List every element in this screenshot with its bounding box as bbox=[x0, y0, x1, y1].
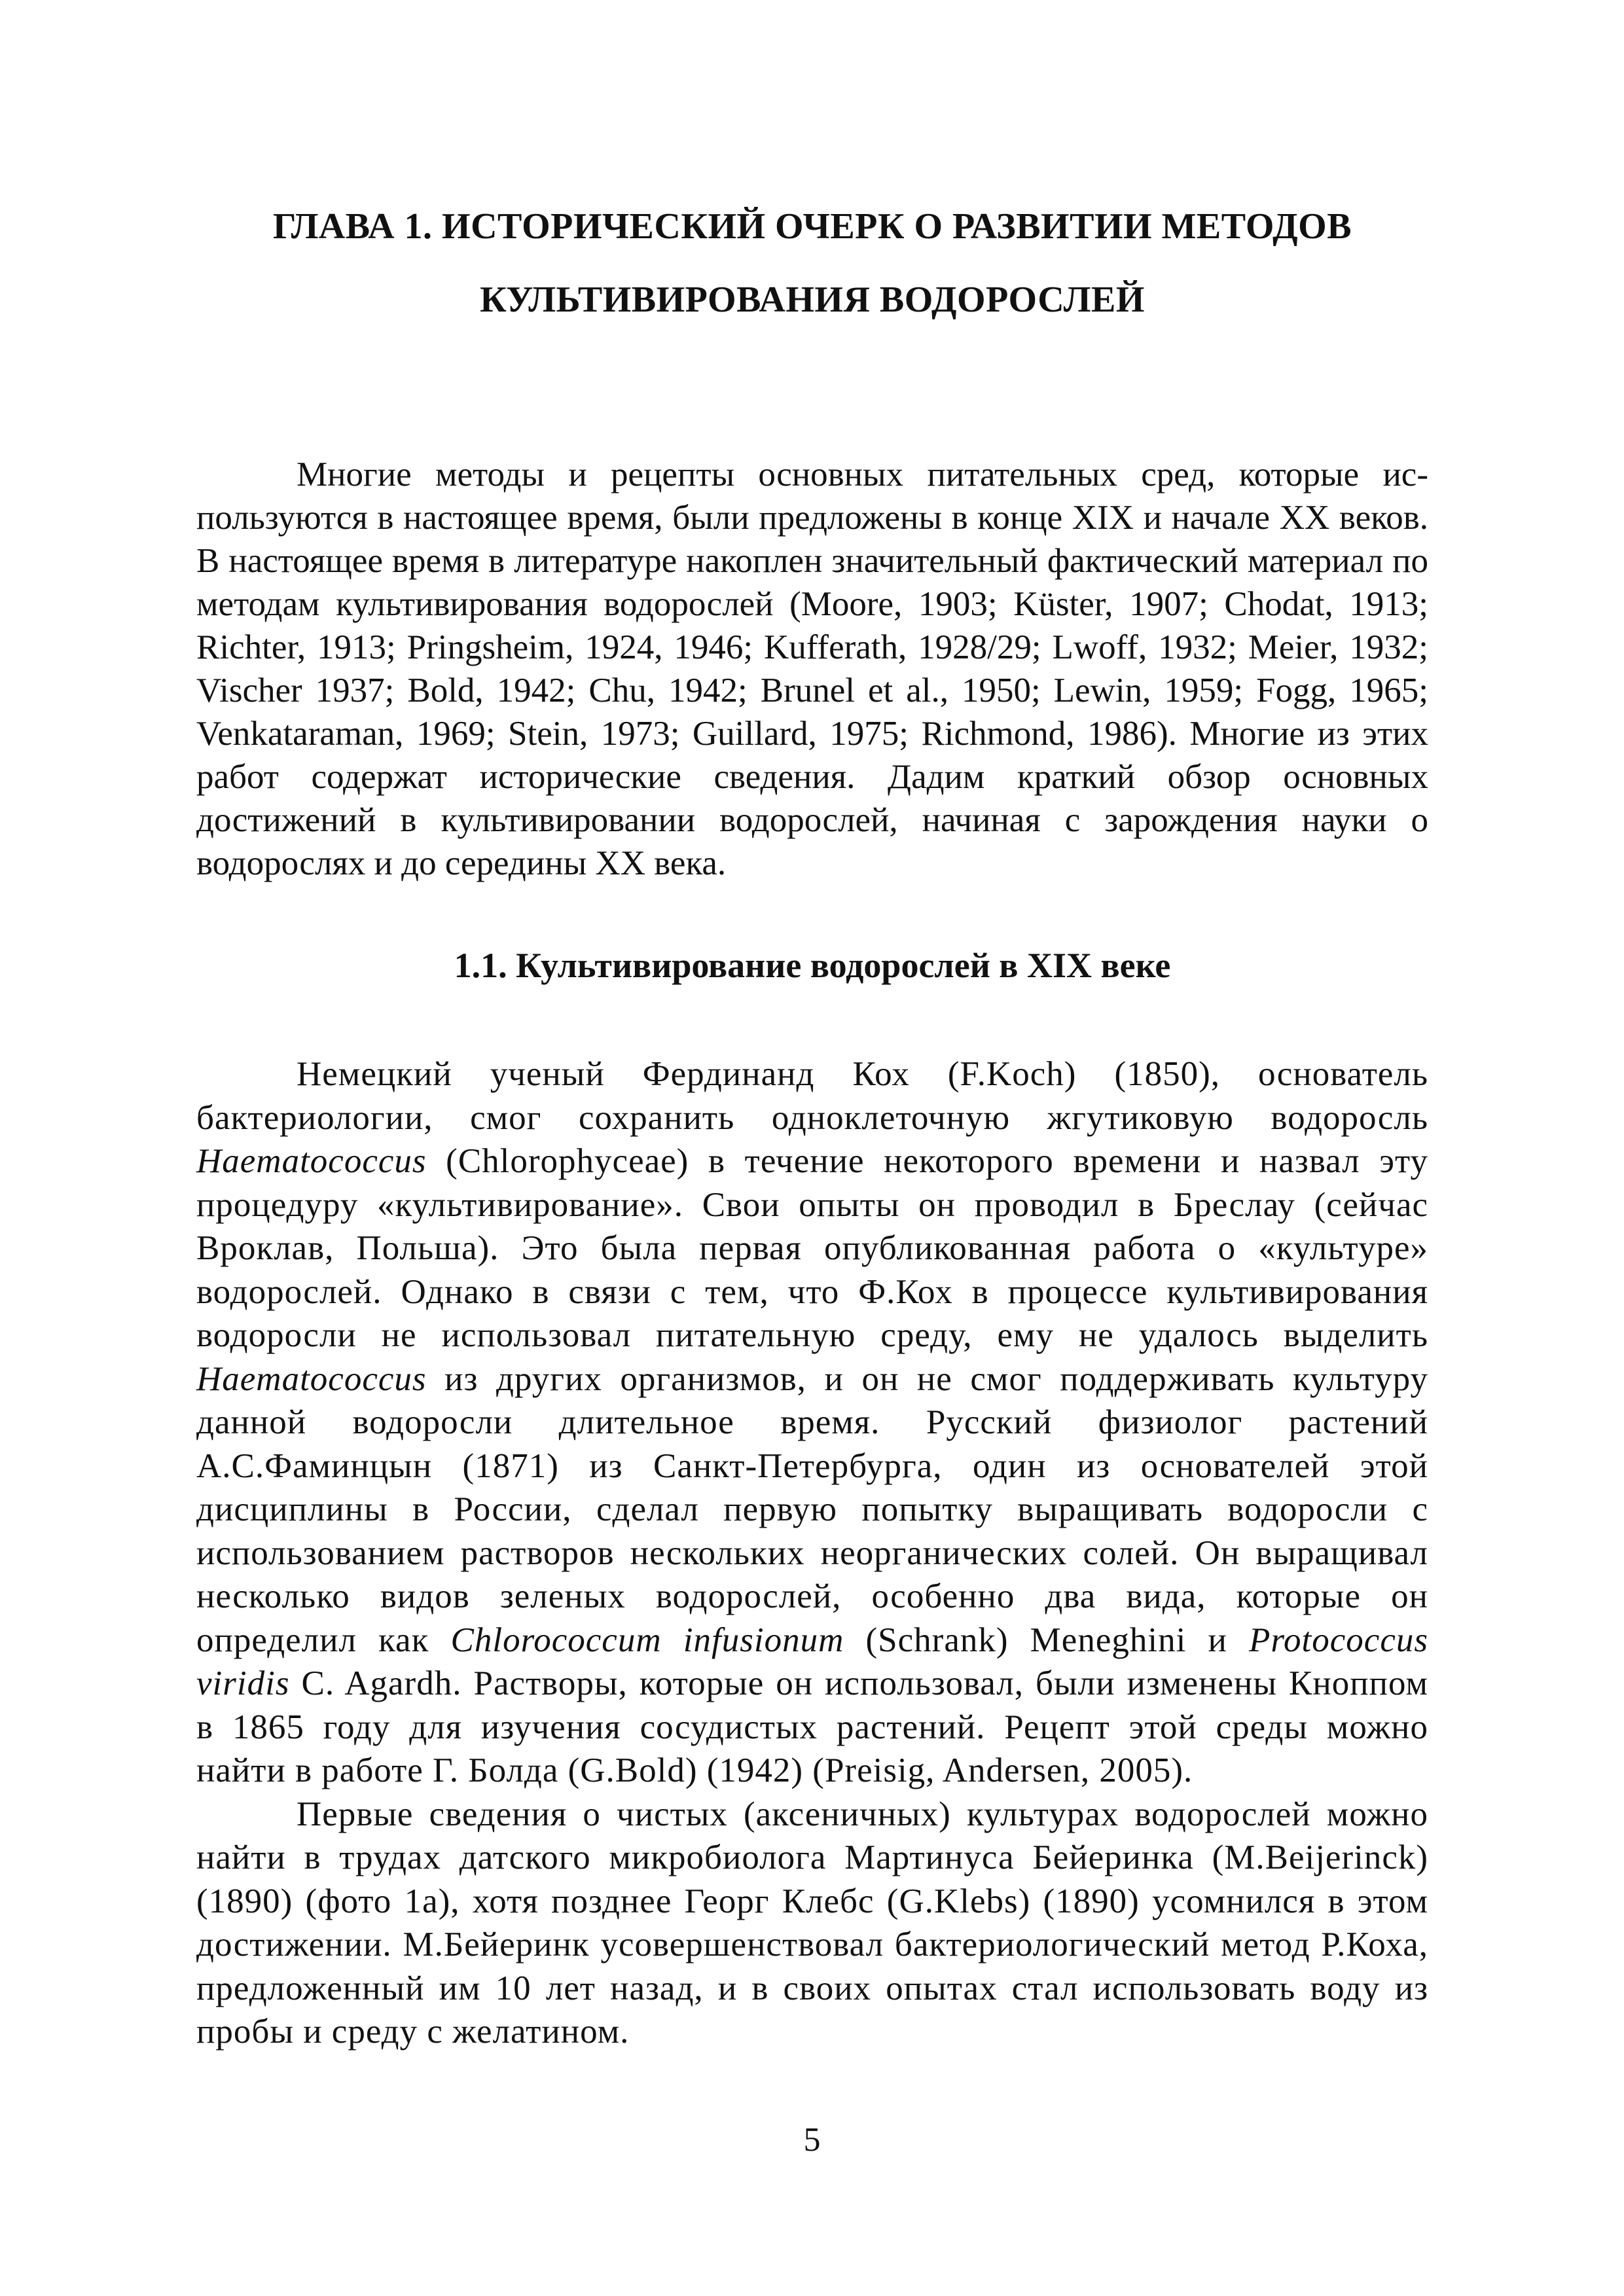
body-paragraph-1 bbox=[196, 1052, 1428, 1793]
species-name-haematococcus-2: Haematococcus bbox=[196, 1359, 427, 1398]
intro-paragraph: Многие методы и рецепты основных питательных сред, которые используются в настоящее время, были предложены в конце XIX и начале XX веков. В настоящее время в литературе накоплен значительный фактический материал по методам культивирования водорослей (Moore, 1903; Küster, 1907; Chodat, 1913; Richter, 1913; Pringsheim, 1924, 1946; Kufferath, 1928/29; Lwoff, 1932; Meier, 1932; Vischer 1937; Bold, 1942; Chu, 1942; Brunel et al., 1950; Lewin, 1959; Fogg, 1965; Venkataraman, 1969; Stein, 1973; Guillard, 1975; Richmond, 1986). Многие из этих работ содержат исторические сведения. Дадим краткий обзор основных достижений в культивировании водорослей, начиная с зарождения науки о водорослях и до середины XX века. bbox=[196, 456, 1428, 882]
section-title: 1.1. Культивирование водорослей в XIX веке bbox=[454, 946, 1171, 985]
page-content bbox=[196, 190, 1428, 2054]
chapter-title bbox=[196, 190, 1428, 336]
page-number: 5 bbox=[803, 2121, 821, 2159]
species-name-chlorococcum: Chlorococcum infusionum bbox=[450, 1621, 844, 1659]
species-name-protococcus: Protococcus viridis bbox=[196, 1621, 1428, 1702]
paragraph-1-text-e: C. Agardh. Растворы, которые он использовал, были изменены Кноппом в 1865 году для изучения сосудистых растений. Рецепт этой среды можно найти в работе Г. Болда (G.Bold) (1942) (Preisig, Andersen, 2005). bbox=[196, 1664, 1428, 1789]
paragraph-1-text-b: (Chlorophyceae) в течение некоторого времени и назвал эту процедуру «культивирование». Свои опыты он проводил в Бреслау (сейчас Вроклав, Польша). Это была первая опубликованная работа о «культуре» водорослей. Однако в связи с тем, что Ф.Кох в процессе культивирования водоросли не использовал питательную среду, ему не удалось выделить bbox=[196, 1142, 1428, 1354]
body-paragraph-2: Первые сведения о чистых (аксеничных) культурах водорослей можно найти в трудах датского микробиолога Мартинуса Бейеринка (M.Beijerinck) (1890) (фото 1а), хотя позднее Георг Клебс (G.Klebs) (1890) усомнился в этом достижении. М.Бейеринк усовершенствовал бактериологический метод Р.Коха, предложенный им 10 лет назад, и в своих опытах стал использовать воду из пробы и среду с желатином. bbox=[196, 1795, 1428, 2051]
paragraph-1-text-d: (Schrank) Meneghini и bbox=[844, 1621, 1250, 1659]
paragraph-1-text-c: из других организмов, и он не смог поддерживать культуру данной водоросли длительное время. Русский физиолог растений А.С.Фаминцын (1871) из Санкт-Петербурга, один из основателей этой дисциплины в России, сделал первую попытку выращивать водоросли с использованием растворов нескольких неорганических солей. Он выращивал несколько видов зеленых водорослей, особенно два вида, которые он определил как bbox=[196, 1359, 1428, 1659]
paragraph-1-text-a: Немецкий ученый Фердинанд Кох (F.Koch) (1850), основатель бактериологии, смог сохранить одноклеточную жгутиковую водоросль bbox=[196, 1055, 1428, 1137]
chapter-title-line-1: ГЛАВА 1. ИСТОРИЧЕСКИЙ ОЧЕРК О РАЗВИТИИ МЕТОДОВ bbox=[272, 206, 1352, 247]
chapter-title-line-2: КУЛЬТИВИРОВАНИЯ ВОДОРОСЛЕЙ bbox=[480, 279, 1145, 320]
species-name-haematococcus: Haematococcus bbox=[196, 1142, 427, 1180]
